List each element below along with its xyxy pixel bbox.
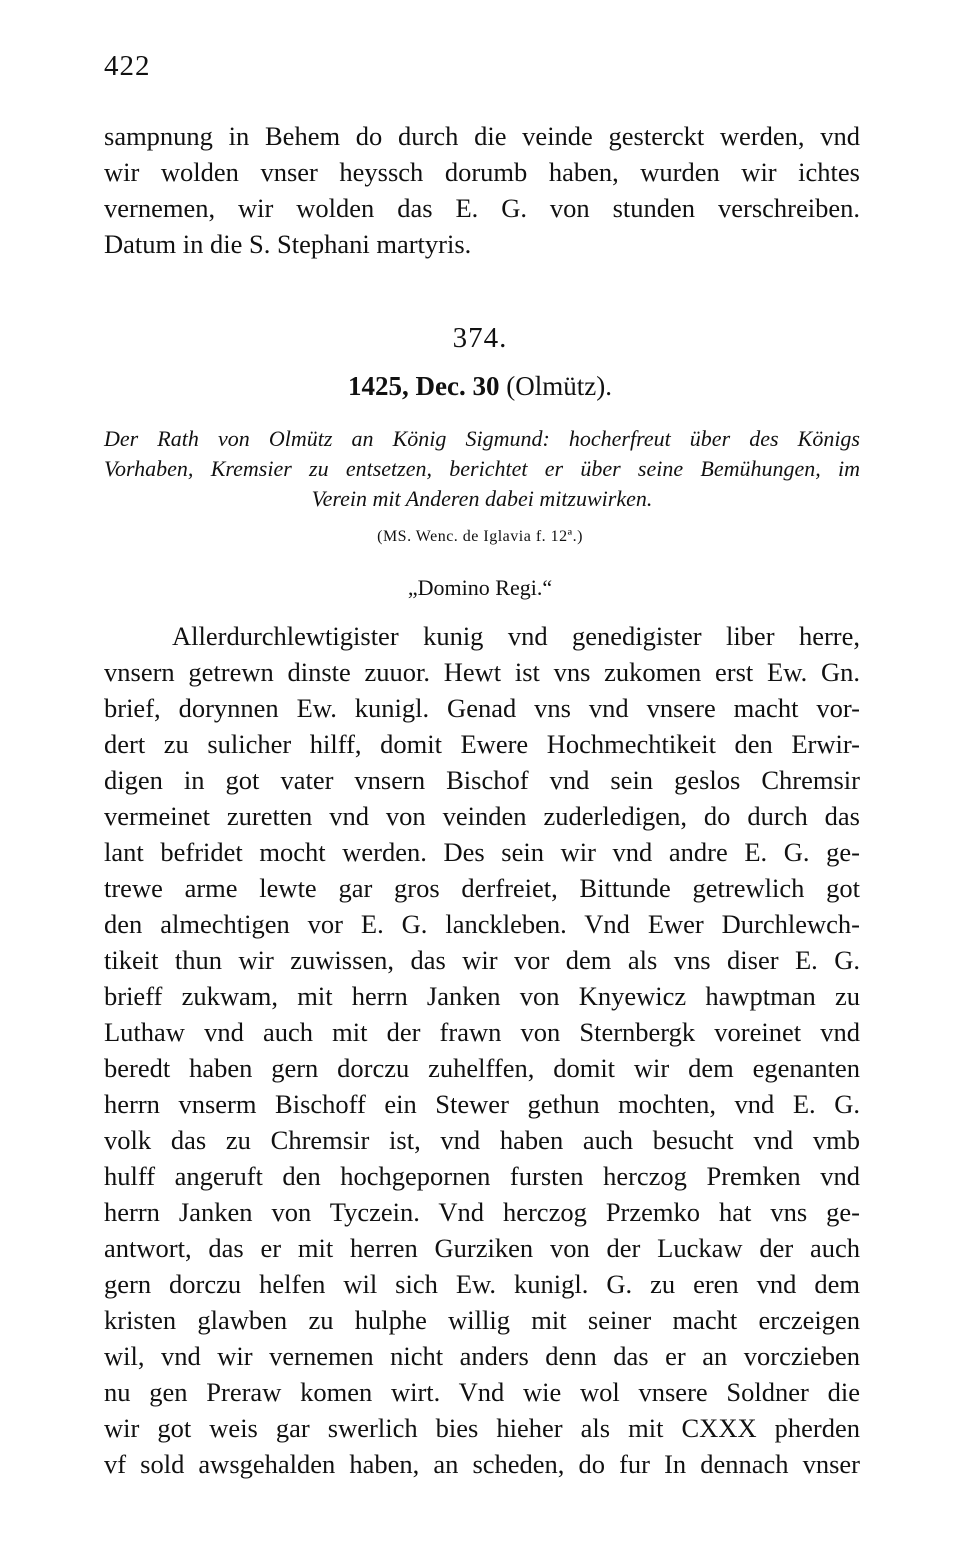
text-line: sampnung in Behem do durch die veinde gesterckt werden, vnd xyxy=(104,121,860,151)
text-line: herrn Janken von Tyczein. Vnd herczog Przemko hat vns ge- xyxy=(104,1197,860,1227)
text-line: nu gen Preraw komen wirt. Vnd wie wol vnsere Soldner die xyxy=(104,1377,860,1407)
text-line: tikeit thun wir zuwissen, das wir vor dem als vns diser E. G. xyxy=(104,945,860,975)
regest-line: Verein mit Anderen dabei mitzuwirken. xyxy=(311,486,653,511)
text-line: beredt haben gern dorczu zuhelffen, domit wir dem egenanten xyxy=(104,1053,860,1083)
text-line: wil, vnd wir vernemen nicht anders denn das er an vorczieben xyxy=(104,1341,860,1371)
text-line: volk das zu Chremsir ist, vnd haben auch besucht vnd vmb xyxy=(104,1125,860,1155)
text-line: trewe arme lewte gar gros derfreiet, Bittunde getrewlich got xyxy=(104,873,860,903)
text-line: kristen glawben zu hulphe willig mit seiner macht erczeigen xyxy=(104,1305,860,1335)
source-citation: (MS. Wenc. de Iglavia f. 12ª.) xyxy=(377,528,583,545)
text-line: hulff angeruft den hochgepornen fursten herczog Premken vnd xyxy=(104,1161,860,1191)
text-line: vnsern getrewn dinste zuuor. Hewt ist vns zukomen erst Ew. Gn. xyxy=(104,657,860,687)
document-date: 1425, Dec. 30 xyxy=(348,371,500,401)
page-number: 422 xyxy=(104,50,151,82)
text-line: gern dorczu helfen wil sich Ew. kunigl. G. zu eren vnd dem xyxy=(104,1269,860,1299)
letter-address: „Domino Regi.“ xyxy=(407,575,553,600)
text-line: wir wolden vnser heyssch dorumb haben, wurden wir ichtes xyxy=(104,157,860,187)
text-line: vf sold awsgehalden haben, an scheden, do fur In dennach vnser xyxy=(104,1449,860,1479)
text-line: vernemen, wir wolden das E. G. von stunden verschreiben. xyxy=(104,193,860,223)
document-place: (Olmütz). xyxy=(506,371,612,401)
text-line: den almechtigen vor E. G. lanckleben. Vnd Ewer Durchlewch- xyxy=(104,909,860,939)
previous-document-ending xyxy=(104,118,860,262)
letter-body xyxy=(104,618,860,1482)
regest-line: Der Rath von Olmütz an König Sigmund: hocherfreut über des Königs xyxy=(104,426,860,451)
text-line: Allerdurchlewtigister kunig vnd genedigister liber herre, xyxy=(172,621,860,651)
text-line: vermeinet zuretten vnd von veinden zuderledigen, do durch das xyxy=(104,801,860,831)
text-line: Datum in die S. Stephani martyris. xyxy=(104,229,472,259)
text-line: herrn vnserm Bischoff ein Stewer gethun mochten, vnd E. G. xyxy=(104,1089,860,1119)
text-line: wir got weis gar swerlich bies hieher als mit CXXX pherden xyxy=(104,1413,860,1443)
text-line: digen in got vater vnsern Bischof vnd sein geslos Chremsir xyxy=(104,765,860,795)
document-number: 374. xyxy=(452,322,508,354)
document-regest xyxy=(104,424,860,514)
text-line: Luthaw vnd auch mit der frawn von Sternbergk voreinet vnd xyxy=(104,1017,860,1047)
text-line: antwort, das er mit herren Gurziken von der Luckaw der auch xyxy=(104,1233,860,1263)
text-line: brief, dorynnen Ew. kunigl. Genad vns vnd vnsere macht vor- xyxy=(104,693,860,723)
text-line: lant befridet mocht werden. Des sein wir vnd andre E. G. ge- xyxy=(104,837,860,867)
regest-line: Vorhaben, Kremsier zu entsetzen, berichtet er über seine Bemühungen, im xyxy=(104,456,860,481)
text-line: dert zu sulicher hilff, domit Ewere Hochmechtikeit den Erwir- xyxy=(104,729,860,759)
text-line: brieff zukwam, mit herrn Janken von Knyewicz hawptman zu xyxy=(104,981,860,1011)
document-date-heading xyxy=(0,371,960,402)
